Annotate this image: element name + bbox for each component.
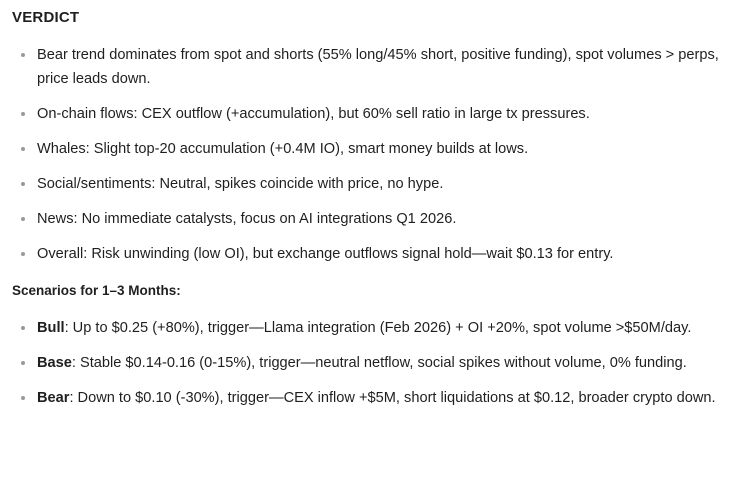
scenario-bull: Bull: Up to $0.25 (+80%), trigger—Llama integration (Feb 2026) + OI +20%, spot volume >$50M/day. xyxy=(12,316,742,340)
scenario-bear: Bear: Down to $0.10 (-30%), trigger—CEX inflow +$5M, short liquidations at $0.12, broader crypto down. xyxy=(12,386,742,410)
verdict-heading: VERDICT xyxy=(12,9,80,26)
scenarios-list xyxy=(12,316,754,410)
list-item: Social/sentiments: Neutral, spikes coincide with price, no hype. xyxy=(12,172,742,196)
bullet-icon xyxy=(21,252,25,256)
scenarios-heading: Scenarios for 1–3 Months: xyxy=(12,283,181,298)
bullet-icon xyxy=(21,217,25,221)
list-item: Bear trend dominates from spot and shorts (55% long/45% short, positive funding), spot volumes > perps, price leads down. xyxy=(12,43,742,91)
bullet-icon xyxy=(21,182,25,186)
bullet-icon xyxy=(21,396,25,400)
bullet-icon xyxy=(21,326,25,330)
bullet-icon xyxy=(21,147,25,151)
verdict-list xyxy=(12,43,754,266)
scenario-label: Bull xyxy=(37,320,65,336)
bullet-icon xyxy=(21,112,25,116)
scenario-label: Bear xyxy=(37,390,70,406)
list-item: Whales: Slight top-20 accumulation (+0.4M IO), smart money builds at lows. xyxy=(12,137,742,161)
bullet-icon xyxy=(21,361,25,365)
list-item: News: No immediate catalysts, focus on AI integrations Q1 2026. xyxy=(12,207,742,231)
bullet-icon xyxy=(21,53,25,57)
list-item: Overall: Risk unwinding (low OI), but exchange outflows signal hold—wait $0.13 for entry. xyxy=(12,242,742,266)
list-item: On-chain flows: CEX outflow (+accumulation), but 60% sell ratio in large tx pressures. xyxy=(12,102,742,126)
scenario-base: Base: Stable $0.14-0.16 (0-15%), trigger—neutral netflow, social spikes without volume, 0% funding. xyxy=(12,351,742,375)
scenario-label: Base xyxy=(37,355,72,371)
